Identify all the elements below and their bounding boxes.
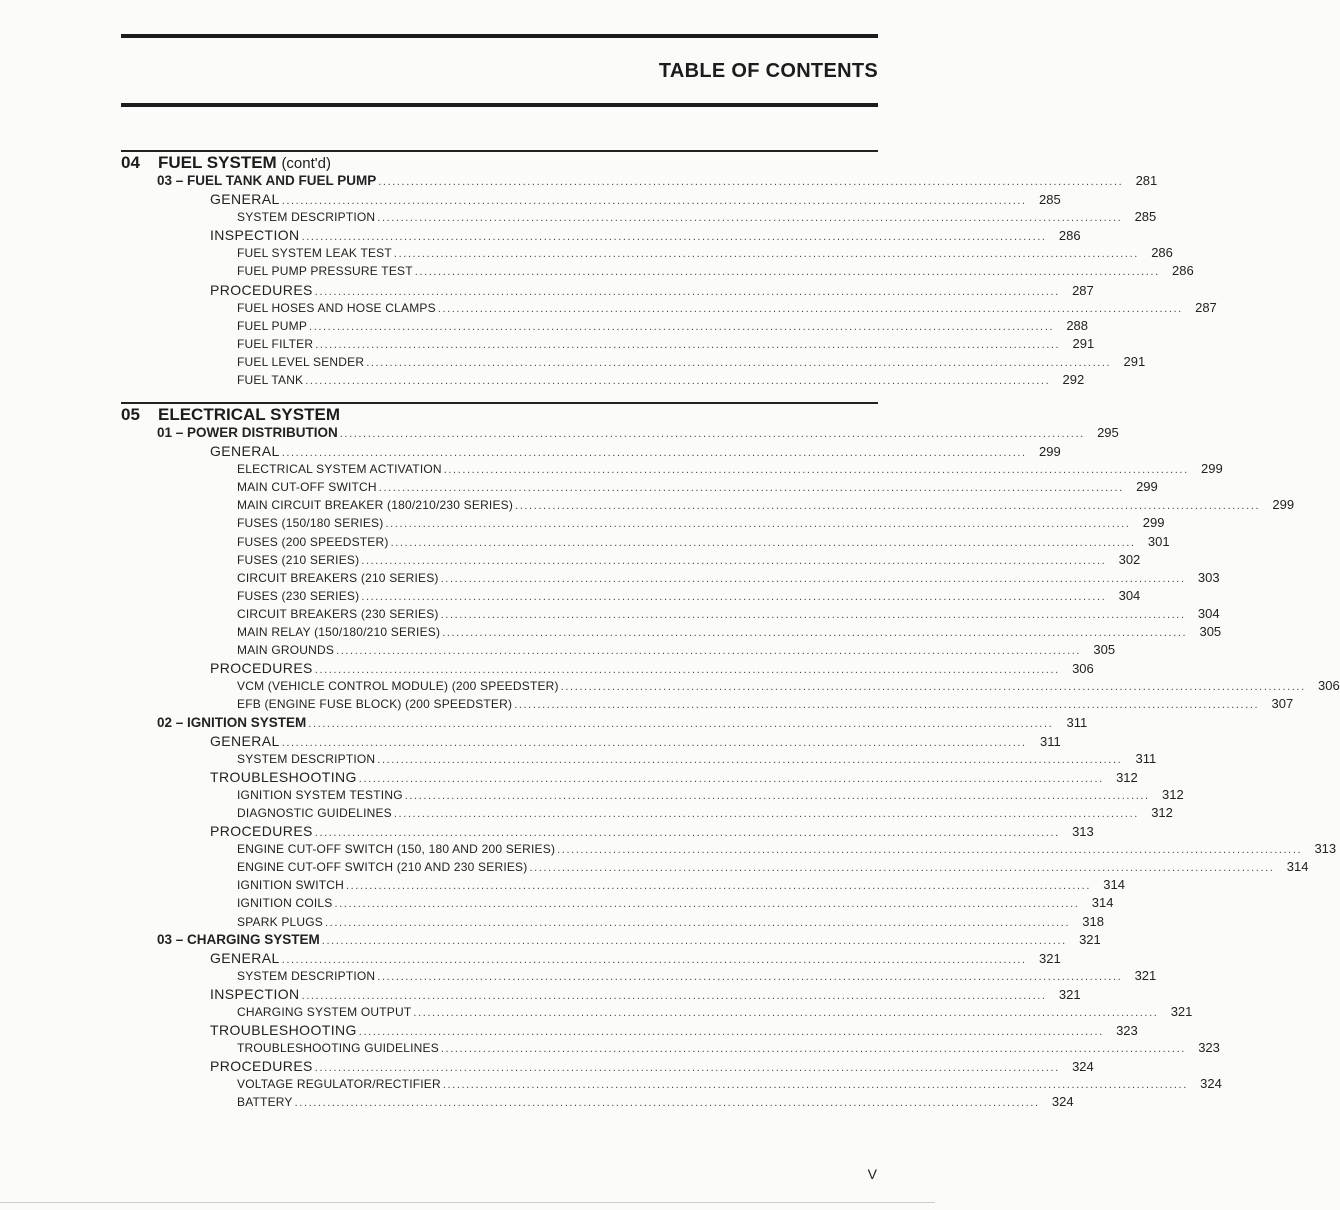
dot-leader: ................................................................................................................................................................ (437, 302, 1183, 315)
toc-entry-page: 299 (1142, 515, 1165, 531)
toc-entry[interactable] (121, 768, 1138, 786)
toc-entry[interactable] (121, 208, 1157, 226)
toc-entry-label: SYSTEM DESCRIPTION (237, 751, 376, 766)
toc-entry-page: 306 (1072, 661, 1094, 677)
toc-entry[interactable] (121, 1003, 1193, 1021)
toc-entry-label: GENERAL (210, 949, 280, 966)
toc-entry-label: ENGINE CUT-OFF SWITCH (210 AND 230 SERIES) (237, 860, 528, 875)
toc-entry-page: 299 (1201, 461, 1223, 477)
toc-entry-label: TROUBLESHOOTING (210, 768, 357, 785)
toc-entry-label: INSPECTION (210, 985, 300, 1002)
page-title: TABLE OF CONTENTS (658, 60, 878, 82)
toc-entry-page: 313 (1072, 824, 1094, 840)
toc-entry-label: PROCEDURES (210, 823, 313, 840)
dot-leader: ................................................................................................................................................................ (281, 953, 1027, 966)
toc-entry-label: CHARGING SYSTEM OUTPUT (237, 1005, 412, 1019)
toc-entry-label: VCM (VEHICLE CONTROL MODULE) (200 SPEEDSTER) (237, 679, 559, 694)
toc-entry[interactable] (121, 786, 1184, 804)
toc-entry-label: DIAGNOSTIC GUIDELINES (237, 805, 392, 820)
toc-entry-page: 287 (1195, 299, 1217, 315)
toc-entry-label: 02 – IGNITION SYSTEM (157, 714, 307, 730)
dot-leader: ................................................................................................................................................................ (281, 447, 1027, 460)
toc-entry[interactable] (121, 190, 1061, 208)
toc-entry-label: FUSES (210 SERIES) (237, 552, 360, 567)
dot-leader: ................................................................................................................................................................ (294, 1097, 1040, 1110)
toc-entry-page: 303 (1197, 569, 1220, 585)
toc-entry-label: IGNITION SWITCH (237, 878, 344, 893)
toc-entry-label: 03 – FUEL TANK AND FUEL PUMP (157, 173, 377, 188)
dot-leader: ................................................................................................................................................................ (336, 645, 1082, 658)
dot-leader: ................................................................................................................................................................ (442, 1079, 1188, 1092)
toc-entry[interactable] (121, 967, 1157, 985)
toc-entry-page: 311 (1135, 750, 1157, 766)
toc-entry-page: 314 (1286, 859, 1309, 875)
dot-leader: ................................................................................................................................................................ (346, 880, 1091, 893)
toc-entry-page: 299 (1272, 497, 1295, 513)
section-title (158, 405, 340, 424)
toc-entry[interactable] (121, 317, 1089, 335)
toc-entry[interactable] (121, 623, 1222, 641)
dot-leader: ................................................................................................................................................................ (334, 898, 1080, 911)
toc-entry[interactable] (121, 533, 1170, 551)
toc-entry-page: 291 (1072, 335, 1095, 351)
dot-leader: ................................................................................................................................................................ (308, 717, 1054, 730)
section-continued-note: (cont'd) (281, 155, 331, 172)
toc-entry-page: 306 (1318, 678, 1340, 694)
toc-entry-page: 321 (1058, 986, 1081, 1002)
dot-leader: ................................................................................................................................................................ (440, 1043, 1186, 1056)
dot-leader: ................................................................................................................................................................ (393, 248, 1139, 261)
toc-entry[interactable] (121, 804, 1173, 822)
dot-leader: ................................................................................................................................................................ (366, 356, 1112, 369)
toc-entries (121, 424, 1340, 1112)
dot-leader: ................................................................................................................................................................ (378, 176, 1124, 188)
toc-entry[interactable] (121, 876, 1125, 894)
toc-entry-page: 301 (1147, 533, 1170, 549)
toc-entry-page: 318 (1082, 913, 1104, 929)
toc-entry[interactable] (121, 913, 1104, 931)
toc-entry-page: 311 (1066, 714, 1088, 730)
toc-entry[interactable] (121, 605, 1220, 623)
toc-entry[interactable] (121, 244, 1173, 262)
dot-leader: ................................................................................................................................................................ (314, 827, 1060, 840)
toc-entry-label: FUEL TANK (237, 373, 304, 388)
dot-leader: ................................................................................................................................................................ (377, 212, 1123, 225)
toc-entry-page: 324 (1200, 1076, 1222, 1092)
toc-entry-page: 305 (1199, 624, 1222, 640)
toc-entry-label: FUEL HOSES AND HOSE CLAMPS (237, 300, 436, 315)
section-number: 05 (121, 405, 140, 424)
dot-leader: ................................................................................................................................................................ (390, 536, 1136, 549)
toc-entry-page: 313 (1314, 841, 1337, 857)
page-number: V (867, 1166, 877, 1182)
toc-entry-label: ENGINE CUT-OFF SWITCH (150, 180 AND 200 SERIES) (237, 842, 556, 857)
toc-entry-page: 314 (1103, 877, 1125, 893)
toc-entry-label: EFB (ENGINE FUSE BLOCK) (200 SPEEDSTER) (237, 697, 513, 712)
dot-leader: ................................................................................................................................................................ (281, 195, 1027, 208)
toc-entry-page: 286 (1151, 245, 1173, 261)
toc-entry-label: ELECTRICAL SYSTEM ACTIVATION (237, 462, 442, 477)
section-rule (121, 402, 878, 404)
section-title-text: ELECTRICAL SYSTEM (158, 405, 340, 424)
toc-entry[interactable] (121, 750, 1157, 768)
toc-entry[interactable] (121, 949, 1061, 967)
toc-entry[interactable] (121, 478, 1158, 496)
toc-entry-label: FUSES (150/180 SERIES) (237, 516, 384, 531)
dot-leader: ................................................................................................................................................................ (515, 500, 1261, 513)
toc-entry[interactable] (121, 1021, 1138, 1039)
toc-entry[interactable] (121, 496, 1295, 514)
toc-entry-page: 286 (1172, 263, 1194, 279)
dot-leader: ................................................................................................................................................................ (413, 1007, 1159, 1019)
toc-entry-page: 304 (1118, 587, 1141, 603)
toc-entry-label: 01 – POWER DISTRIBUTION (157, 425, 338, 440)
toc-entry[interactable] (121, 677, 1340, 695)
dot-leader: ................................................................................................................................................................ (309, 320, 1055, 333)
toc-entry-label: BATTERY (237, 1095, 293, 1110)
toc-section-electrical-system (121, 402, 1340, 1112)
section-number: 04 (121, 153, 140, 172)
toc-entry-page: 295 (1097, 425, 1119, 440)
toc-entry[interactable] (121, 587, 1141, 605)
toc-entry-page: 321 (1039, 950, 1061, 966)
toc-entry-label: MAIN RELAY (150/180/210 SERIES) (237, 625, 441, 640)
toc-section-fuel-system (121, 150, 1217, 389)
toc-entry-label: MAIN CUT-OFF SWITCH (237, 480, 377, 495)
toc-entry[interactable] (121, 1057, 1094, 1075)
dot-leader: ................................................................................................................................................................ (514, 699, 1260, 712)
toc-entry[interactable] (121, 226, 1081, 244)
toc-entry[interactable] (121, 714, 1088, 732)
toc-entry-label: FUEL LEVEL SENDER (237, 354, 365, 369)
toc-entry[interactable] (121, 695, 1294, 713)
dot-leader: ................................................................................................................................................................ (560, 681, 1306, 694)
dot-leader: ................................................................................................................................................................ (377, 970, 1123, 983)
dot-leader: ................................................................................................................................................................ (440, 572, 1186, 585)
toc-entry-page: 321 (1134, 967, 1157, 983)
toc-entry-label: FUEL SYSTEM LEAK TEST (237, 246, 392, 261)
toc-entry-page: 321 (1079, 931, 1101, 947)
page-bottom-edge (0, 1202, 935, 1203)
toc-entry-label: SYSTEM DESCRIPTION (237, 210, 376, 225)
header-rule-top (121, 34, 878, 38)
toc-entry-page: 299 (1039, 444, 1061, 460)
toc-entry-label: SPARK PLUGS (237, 914, 324, 929)
toc-entry[interactable] (121, 514, 1165, 532)
toc-entry-page: 299 (1136, 479, 1158, 495)
dot-leader: ................................................................................................................................................................ (315, 338, 1061, 351)
dot-leader: ................................................................................................................................................................ (314, 664, 1060, 677)
toc-entry-page: 307 (1271, 696, 1294, 712)
dot-leader: ................................................................................................................................................................ (321, 934, 1067, 947)
dot-leader: ................................................................................................................................................................ (301, 231, 1047, 244)
toc-entry-label: INSPECTION (210, 227, 300, 244)
toc-entry-page: 311 (1039, 733, 1061, 749)
toc-entry-label: VOLTAGE REGULATOR/RECTIFIER (237, 1077, 441, 1092)
toc-entry-page: 312 (1162, 786, 1184, 802)
toc-entry[interactable] (121, 822, 1094, 840)
toc-entry-page: 302 (1118, 551, 1141, 567)
toc-entry-page: 324 (1072, 1059, 1094, 1075)
toc-entry-label: GENERAL (210, 443, 280, 460)
dot-leader: ................................................................................................................................................................ (393, 807, 1139, 820)
toc-entry[interactable] (121, 371, 1085, 389)
toc-entry-label: IGNITION COILS (237, 896, 333, 911)
dot-leader: ................................................................................................................................................................ (529, 862, 1275, 875)
toc-entry[interactable] (121, 931, 1101, 949)
dot-leader: ................................................................................................................................................................ (314, 285, 1060, 298)
toc-entry[interactable] (121, 1075, 1222, 1093)
dot-leader: ................................................................................................................................................................ (325, 916, 1070, 929)
toc-entry-page: 321 (1170, 1004, 1193, 1019)
toc-entry[interactable] (121, 641, 1116, 659)
toc-entry[interactable] (121, 1093, 1074, 1111)
toc-entry-page: 305 (1093, 642, 1116, 658)
toc-entry[interactable] (121, 335, 1095, 353)
dot-leader: ................................................................................................................................................................ (281, 736, 1027, 749)
toc-entry-page: 323 (1116, 1023, 1138, 1039)
dot-leader: ................................................................................................................................................................ (358, 772, 1104, 785)
toc-entry[interactable] (121, 442, 1061, 460)
toc-entry[interactable] (121, 172, 1158, 190)
toc-entry-label: MAIN CIRCUIT BREAKER (180/210/230 SERIES) (237, 498, 514, 513)
toc-entry[interactable] (121, 840, 1337, 858)
toc-entry-page: 312 (1116, 769, 1138, 785)
toc-entry-label: MAIN GROUNDS (237, 643, 335, 658)
section-rule (121, 150, 878, 152)
toc-entry-label: PROCEDURES (210, 281, 313, 298)
toc-entry[interactable] (121, 1039, 1220, 1057)
dot-leader: ................................................................................................................................................................ (378, 482, 1124, 495)
toc-entry[interactable] (121, 659, 1094, 677)
dot-leader: ................................................................................................................................................................ (305, 375, 1051, 388)
dot-leader: ................................................................................................................................................................ (361, 554, 1107, 567)
toc-entry[interactable] (121, 424, 1119, 442)
toc-entry-page: 291 (1123, 353, 1146, 369)
section-heading (121, 405, 878, 424)
toc-entry-page: 286 (1058, 228, 1081, 244)
toc-entry-label: CIRCUIT BREAKERS (230 SERIES) (237, 606, 439, 621)
toc-entry[interactable] (121, 299, 1217, 317)
toc-entry-label: TROUBLESHOOTING GUIDELINES (237, 1041, 439, 1056)
toc-entry-label: TROUBLESHOOTING (210, 1022, 357, 1039)
toc-entry-page: 285 (1134, 209, 1157, 225)
header-rule-bottom (121, 103, 878, 107)
toc-entry-page: 324 (1051, 1094, 1074, 1110)
toc-entry-page: 304 (1197, 605, 1220, 621)
dot-leader: ................................................................................................................................................................ (377, 753, 1123, 766)
toc-entry-page: 281 (1135, 173, 1158, 188)
dot-leader: ................................................................................................................................................................ (557, 844, 1303, 857)
toc-entry-page: 312 (1151, 804, 1173, 820)
toc-entry[interactable] (121, 858, 1309, 876)
toc-entry-label: GENERAL (210, 732, 280, 749)
dot-leader: ................................................................................................................................................................ (442, 627, 1188, 640)
toc-entry-label: FUSES (200 SPEEDSTER) (237, 534, 389, 549)
toc-entry-page: 288 (1066, 317, 1089, 333)
toc-entry-label: PROCEDURES (210, 660, 313, 677)
dot-leader: ................................................................................................................................................................ (358, 1026, 1104, 1039)
dot-leader: ................................................................................................................................................................ (443, 464, 1189, 477)
section-title (158, 153, 331, 173)
toc-entry-label: PROCEDURES (210, 1058, 313, 1075)
toc-entries (121, 172, 1217, 389)
toc-entry-label: CIRCUIT BREAKERS (210 SERIES) (237, 570, 439, 585)
toc-entry[interactable] (121, 569, 1220, 587)
toc-entry[interactable] (121, 551, 1141, 569)
dot-leader: ................................................................................................................................................................ (404, 789, 1150, 802)
dot-leader: ................................................................................................................................................................ (314, 1062, 1060, 1075)
toc-entry-page: 285 (1039, 192, 1061, 208)
toc-entry-page: 287 (1072, 282, 1094, 298)
dot-leader: ................................................................................................................................................................ (414, 266, 1160, 279)
toc-entry[interactable] (121, 281, 1094, 299)
toc-entry-label: 03 – CHARGING SYSTEM (157, 931, 320, 947)
toc-entry-page: 314 (1091, 895, 1114, 911)
toc-entry[interactable] (121, 353, 1146, 371)
toc-entry[interactable] (121, 460, 1223, 478)
toc-entry[interactable] (121, 985, 1081, 1003)
toc-entry-label: FUEL PUMP PRESSURE TEST (237, 264, 413, 279)
toc-entry[interactable] (121, 894, 1114, 912)
toc-entry-label: IGNITION SYSTEM TESTING (237, 787, 403, 802)
toc-entry-page: 323 (1198, 1040, 1220, 1056)
toc-entry[interactable] (121, 262, 1194, 280)
dot-leader: ................................................................................................................................................................ (301, 989, 1047, 1002)
toc-entry-label: FUSES (230 SERIES) (237, 588, 360, 603)
toc-entry-label: GENERAL (210, 191, 280, 208)
dot-leader: ................................................................................................................................................................ (339, 428, 1085, 440)
toc-entry[interactable] (121, 732, 1061, 750)
section-heading (121, 153, 878, 172)
section-title-text: FUEL SYSTEM (158, 153, 277, 172)
dot-leader: ................................................................................................................................................................ (361, 590, 1107, 603)
toc-entry-label: FUEL FILTER (237, 336, 314, 351)
toc-entry-label: SYSTEM DESCRIPTION (237, 968, 376, 983)
dot-leader: ................................................................................................................................................................ (440, 608, 1186, 621)
dot-leader: ................................................................................................................................................................ (385, 518, 1131, 531)
toc-entry-label: FUEL PUMP (237, 318, 308, 333)
toc-entry-page: 292 (1062, 372, 1085, 388)
